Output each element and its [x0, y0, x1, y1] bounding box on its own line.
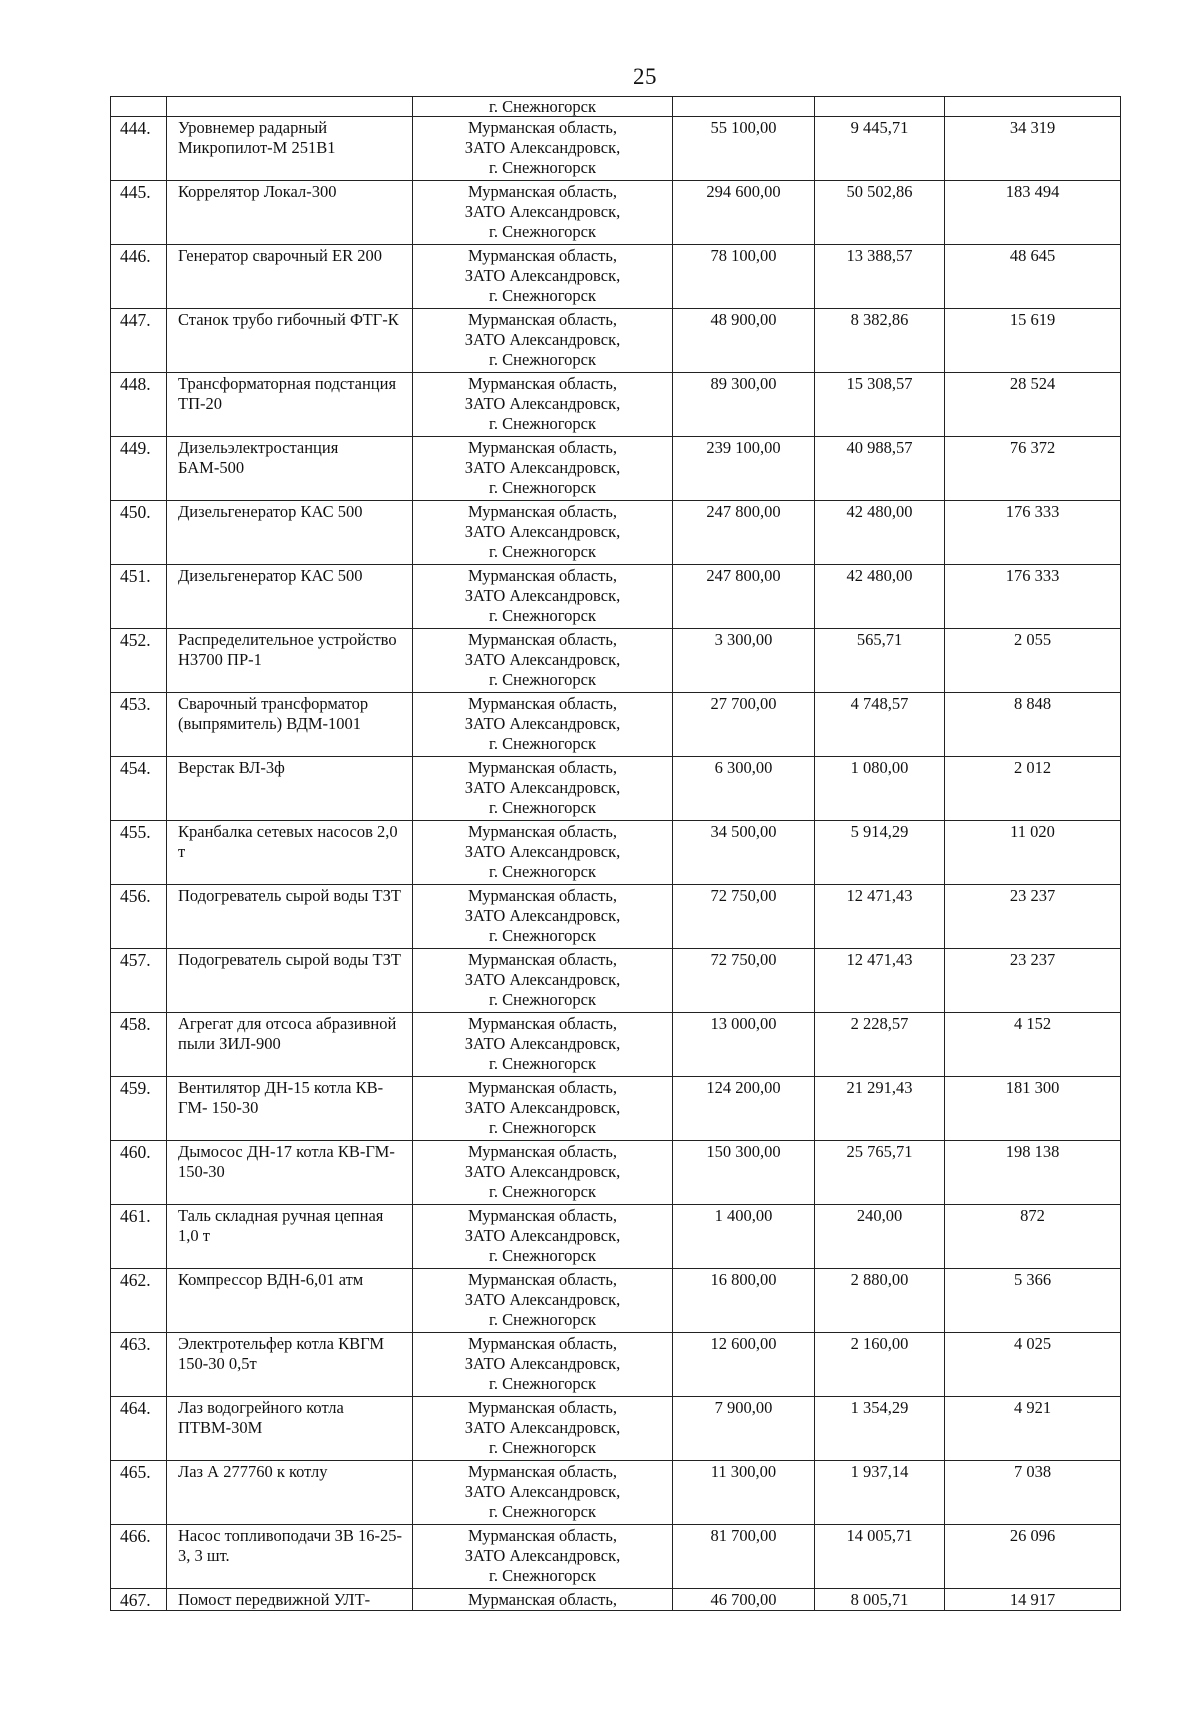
- cell-value-1: 46 700,00: [673, 1589, 815, 1611]
- table-row: [111, 1333, 1121, 1397]
- location-line: г. Снежногорск: [489, 478, 596, 497]
- cell-number: 459.: [111, 1077, 167, 1141]
- cell-name: Лаз А 277760 к котлу: [167, 1461, 413, 1525]
- cell-name: [167, 97, 413, 117]
- cell-number: 463.: [111, 1333, 167, 1397]
- table-row: [111, 1461, 1121, 1525]
- cell-name: Трансформаторная подстанция ТП-20: [167, 373, 413, 437]
- cell-value-3: 4 921: [945, 1397, 1121, 1461]
- location-line: г. Снежногорск: [489, 542, 596, 561]
- cell-value-2: 25 765,71: [815, 1141, 945, 1205]
- location-line: г. Снежногорск: [489, 1054, 596, 1073]
- cell-value-3: 14 917: [945, 1589, 1121, 1611]
- cell-value-2: 12 471,43: [815, 885, 945, 949]
- page-number: 25: [633, 64, 657, 89]
- location-line: ЗАТО Александровск,: [464, 138, 621, 157]
- cell-name: Дизельэлектростанция БАМ-500: [167, 437, 413, 501]
- table-row: [111, 117, 1121, 181]
- location-line: г. Снежногорск: [489, 286, 596, 305]
- cell-value-1: 55 100,00: [673, 117, 815, 181]
- location-line: ЗАТО Александровск,: [464, 714, 621, 733]
- cell-value-3: 2 012: [945, 757, 1121, 821]
- cell-value-1: 72 750,00: [673, 885, 815, 949]
- cell-number: 462.: [111, 1269, 167, 1333]
- location-line: г. Снежногорск: [489, 606, 596, 625]
- table-row: [111, 1013, 1121, 1077]
- location-line: г. Снежногорск: [489, 1566, 596, 1585]
- table-row: [111, 309, 1121, 373]
- cell-value-2: 240,00: [815, 1205, 945, 1269]
- cell-value-3: 176 333: [945, 501, 1121, 565]
- cell-value-3: 34 319: [945, 117, 1121, 181]
- location-line: ЗАТО Александровск,: [464, 650, 621, 669]
- location-line: ЗАТО Александровск,: [464, 1546, 621, 1565]
- cell-number: 445.: [111, 181, 167, 245]
- cell-value-3: [945, 97, 1121, 117]
- table-row: [111, 437, 1121, 501]
- table-row: [111, 693, 1121, 757]
- location-line: Мурманская область,: [467, 1078, 618, 1097]
- cell-value-2: 2 880,00: [815, 1269, 945, 1333]
- cell-value-2: 8 005,71: [815, 1589, 945, 1611]
- cell-number: 456.: [111, 885, 167, 949]
- table-row: [111, 373, 1121, 437]
- cell-name: Генератор сварочный ER 200: [167, 245, 413, 309]
- cell-value-3: 4 152: [945, 1013, 1121, 1077]
- cell-number: 461.: [111, 1205, 167, 1269]
- cell-value-1: 13 000,00: [673, 1013, 815, 1077]
- cell-location: [413, 437, 673, 501]
- cell-value-2: 12 471,43: [815, 949, 945, 1013]
- cell-value-3: 11 020: [945, 821, 1121, 885]
- location-line: г. Снежногорск: [489, 414, 596, 433]
- location-line: ЗАТО Александровск,: [464, 1418, 621, 1437]
- cell-value-1: 72 750,00: [673, 949, 815, 1013]
- cell-location: [413, 245, 673, 309]
- cell-name: Верстак ВЛ-3ф: [167, 757, 413, 821]
- cell-value-2: 4 748,57: [815, 693, 945, 757]
- cell-location: [413, 181, 673, 245]
- cell-number: 447.: [111, 309, 167, 373]
- cell-value-1: 34 500,00: [673, 821, 815, 885]
- table-row: [111, 821, 1121, 885]
- cell-name: Вентилятор ДН-15 котла КВ-ГМ- 150-30: [167, 1077, 413, 1141]
- cell-number: 460.: [111, 1141, 167, 1205]
- cell-value-1: 7 900,00: [673, 1397, 815, 1461]
- cell-value-3: 26 096: [945, 1525, 1121, 1589]
- cell-name: Насос топливоподачи ЗВ 16-25-3, 3 шт.: [167, 1525, 413, 1589]
- cell-value-1: [673, 97, 815, 117]
- cell-value-3: 181 300: [945, 1077, 1121, 1141]
- cell-value-2: 21 291,43: [815, 1077, 945, 1141]
- cell-location: [413, 1269, 673, 1333]
- cell-value-3: 2 055: [945, 629, 1121, 693]
- location-line: г. Снежногорск: [489, 1182, 596, 1201]
- location-line: г. Снежногорск: [489, 990, 596, 1009]
- table-row: [111, 501, 1121, 565]
- location-line: ЗАТО Александровск,: [464, 458, 621, 477]
- cell-number: 455.: [111, 821, 167, 885]
- location-line: Мурманская область,: [467, 1334, 618, 1353]
- cell-value-2: 40 988,57: [815, 437, 945, 501]
- cell-value-1: 3 300,00: [673, 629, 815, 693]
- cell-location: [413, 1525, 673, 1589]
- location-line: ЗАТО Александровск,: [464, 1034, 621, 1053]
- cell-value-1: 12 600,00: [673, 1333, 815, 1397]
- cell-location: [413, 757, 673, 821]
- location-line: ЗАТО Александровск,: [464, 1482, 621, 1501]
- cell-location: Мурманская область,: [413, 1589, 673, 1611]
- location-line: ЗАТО Александровск,: [464, 330, 621, 349]
- cell-value-3: 23 237: [945, 949, 1121, 1013]
- cell-value-1: 81 700,00: [673, 1525, 815, 1589]
- cell-value-2: 8 382,86: [815, 309, 945, 373]
- cell-value-3: 23 237: [945, 885, 1121, 949]
- location-line: Мурманская область,: [467, 182, 618, 201]
- table-row: [111, 1205, 1121, 1269]
- cell-location: [413, 1205, 673, 1269]
- cell-value-2: 42 480,00: [815, 501, 945, 565]
- location-line: г. Снежногорск: [489, 798, 596, 817]
- table-row: [111, 629, 1121, 693]
- cell-value-2: 9 445,71: [815, 117, 945, 181]
- cell-value-1: 239 100,00: [673, 437, 815, 501]
- cell-location: [413, 821, 673, 885]
- cell-number: 450.: [111, 501, 167, 565]
- table-row: [111, 1269, 1121, 1333]
- cell-name: Сварочный трансформатор (выпрямитель) ВДМ-1001: [167, 693, 413, 757]
- cell-name: Дизельгенератор КАС 500: [167, 501, 413, 565]
- cell-location: [413, 629, 673, 693]
- cell-value-1: 11 300,00: [673, 1461, 815, 1525]
- table-row: [111, 757, 1121, 821]
- cell-number: 457.: [111, 949, 167, 1013]
- cell-value-2: 5 914,29: [815, 821, 945, 885]
- cell-name: Агрегат для отсоса абразивной пыли ЗИЛ-900: [167, 1013, 413, 1077]
- cell-value-1: 78 100,00: [673, 245, 815, 309]
- cell-value-1: 1 400,00: [673, 1205, 815, 1269]
- cell-value-2: 15 308,57: [815, 373, 945, 437]
- location-line: ЗАТО Александровск,: [464, 266, 621, 285]
- cell-value-1: 16 800,00: [673, 1269, 815, 1333]
- table-row: [111, 1397, 1121, 1461]
- cell-name: Электротельфер котла КВГМ 150-30 0,5т: [167, 1333, 413, 1397]
- cell-location: [413, 565, 673, 629]
- cell-value-1: 27 700,00: [673, 693, 815, 757]
- property-table: [110, 96, 1121, 1611]
- location-line: Мурманская область,: [467, 630, 618, 649]
- location-line: Мурманская область,: [467, 438, 618, 457]
- location-line: г. Снежногорск: [489, 222, 596, 241]
- location-line: г. Снежногорск: [489, 670, 596, 689]
- location-line: ЗАТО Александровск,: [464, 394, 621, 413]
- location-line: ЗАТО Александровск,: [464, 1354, 621, 1373]
- location-line: Мурманская область,: [467, 310, 618, 329]
- cell-number: 458.: [111, 1013, 167, 1077]
- cell-number: 449.: [111, 437, 167, 501]
- cell-value-2: 14 005,71: [815, 1525, 945, 1589]
- location-line: ЗАТО Александровск,: [464, 1162, 621, 1181]
- cell-location: [413, 1397, 673, 1461]
- location-line: ЗАТО Александровск,: [464, 1226, 621, 1245]
- location-line: г. Снежногорск: [489, 734, 596, 753]
- cell-value-2: 2 160,00: [815, 1333, 945, 1397]
- location-line: Мурманская область,: [467, 1206, 618, 1225]
- table-body: [111, 97, 1121, 1611]
- cell-location: [413, 1333, 673, 1397]
- location-line: Мурманская область,: [467, 758, 618, 777]
- location-line: Мурманская область,: [467, 502, 618, 521]
- table-row: [111, 885, 1121, 949]
- cell-value-2: 1 354,29: [815, 1397, 945, 1461]
- table-row: [111, 1589, 1121, 1611]
- cell-number: 453.: [111, 693, 167, 757]
- cell-value-3: 4 025: [945, 1333, 1121, 1397]
- cell-value-1: 150 300,00: [673, 1141, 815, 1205]
- cell-location: [413, 117, 673, 181]
- location-line: ЗАТО Александровск,: [464, 778, 621, 797]
- cell-location: [413, 885, 673, 949]
- cell-value-2: [815, 97, 945, 117]
- location-line: ЗАТО Александровск,: [464, 522, 621, 541]
- cell-location: [413, 1461, 673, 1525]
- location-line: г. Снежногорск: [489, 1118, 596, 1137]
- location-line: г. Снежногорск: [489, 1438, 596, 1457]
- cell-value-3: 176 333: [945, 565, 1121, 629]
- cell-value-3: 8 848: [945, 693, 1121, 757]
- cell-value-1: 247 800,00: [673, 501, 815, 565]
- cell-value-3: 183 494: [945, 181, 1121, 245]
- cell-number: 464.: [111, 1397, 167, 1461]
- cell-name: Коррелятор Локал-300: [167, 181, 413, 245]
- cell-name: Уровнемер радарный Микропилот-М 251В1: [167, 117, 413, 181]
- cell-location: [413, 1077, 673, 1141]
- cell-location: [413, 309, 673, 373]
- cell-number: 448.: [111, 373, 167, 437]
- cell-value-2: 42 480,00: [815, 565, 945, 629]
- location-line: Мурманская область,: [467, 1398, 618, 1417]
- table-row: [111, 245, 1121, 309]
- cell-value-3: 76 372: [945, 437, 1121, 501]
- location-line: ЗАТО Александровск,: [464, 586, 621, 605]
- cell-value-2: 1 937,14: [815, 1461, 945, 1525]
- location-line: г. Снежногорск: [489, 926, 596, 945]
- cell-number: 451.: [111, 565, 167, 629]
- cell-value-1: 89 300,00: [673, 373, 815, 437]
- cell-number: [111, 97, 167, 117]
- cell-location: [413, 373, 673, 437]
- cell-name: Подогреватель сырой воды ТЗТ: [167, 949, 413, 1013]
- location-line: ЗАТО Александровск,: [464, 1290, 621, 1309]
- cell-value-1: 48 900,00: [673, 309, 815, 373]
- location-line: ЗАТО Александровск,: [464, 842, 621, 861]
- cell-value-2: 13 388,57: [815, 245, 945, 309]
- cell-number: 452.: [111, 629, 167, 693]
- cell-name: Распределительное устройство Н3700 ПР-1: [167, 629, 413, 693]
- cell-name: Подогреватель сырой воды ТЗТ: [167, 885, 413, 949]
- location-line: г. Снежногорск: [489, 862, 596, 881]
- table-row: [111, 1077, 1121, 1141]
- cell-name: Дымосос ДН-17 котла КВ-ГМ- 150-30: [167, 1141, 413, 1205]
- cell-number: 465.: [111, 1461, 167, 1525]
- cell-value-3: 28 524: [945, 373, 1121, 437]
- location-line: Мурманская область,: [467, 1526, 618, 1545]
- cell-location: [413, 1013, 673, 1077]
- cell-name: Дизельгенератор КАС 500: [167, 565, 413, 629]
- location-line: г. Снежногорск: [489, 158, 596, 177]
- location-line: Мурманская область,: [467, 1142, 618, 1161]
- location-line: ЗАТО Александровск,: [464, 906, 621, 925]
- location-line: Мурманская область,: [467, 566, 618, 585]
- cell-value-3: 872: [945, 1205, 1121, 1269]
- cell-name: Станок трубо гибочный ФТГ-К: [167, 309, 413, 373]
- cell-location: [413, 501, 673, 565]
- location-line: Мурманская область,: [467, 118, 618, 137]
- cell-value-2: 50 502,86: [815, 181, 945, 245]
- cell-value-3: 48 645: [945, 245, 1121, 309]
- location-line: ЗАТО Александровск,: [464, 970, 621, 989]
- location-line: Мурманская область,: [467, 950, 618, 969]
- table-row: [111, 1525, 1121, 1589]
- cell-value-1: 294 600,00: [673, 181, 815, 245]
- location-line: г. Снежногорск: [489, 1502, 596, 1521]
- table-row: [111, 565, 1121, 629]
- cell-name: Кранбалка сетевых насосов 2,0 т: [167, 821, 413, 885]
- location-line: ЗАТО Александровск,: [464, 202, 621, 221]
- location-line: г. Снежногорск: [489, 1374, 596, 1393]
- location-line: Мурманская область,: [467, 1014, 618, 1033]
- cell-number: 446.: [111, 245, 167, 309]
- location-line: Мурманская область,: [467, 886, 618, 905]
- location-line: ЗАТО Александровск,: [464, 1098, 621, 1117]
- location-line: Мурманская область,: [467, 374, 618, 393]
- cell-name: Компрессор ВДН-6,01 атм: [167, 1269, 413, 1333]
- cell-number: 467.: [111, 1589, 167, 1611]
- cell-number: 444.: [111, 117, 167, 181]
- cell-value-3: 7 038: [945, 1461, 1121, 1525]
- table-row: [111, 181, 1121, 245]
- table-row: [111, 949, 1121, 1013]
- cell-value-1: 6 300,00: [673, 757, 815, 821]
- location-line: Мурманская область,: [467, 694, 618, 713]
- location-line: г. Снежногорск: [489, 1310, 596, 1329]
- cell-location: [413, 1141, 673, 1205]
- location-line: Мурманская область,: [467, 1462, 618, 1481]
- location-line: Мурманская область,: [467, 1270, 618, 1289]
- location-line: г. Снежногорск: [489, 1246, 596, 1265]
- cell-value-3: 198 138: [945, 1141, 1121, 1205]
- cell-name: Помост передвижной УЛТ-: [167, 1589, 413, 1611]
- cell-location: [413, 949, 673, 1013]
- cell-value-1: 247 800,00: [673, 565, 815, 629]
- cell-value-1: 124 200,00: [673, 1077, 815, 1141]
- cell-value-3: 5 366: [945, 1269, 1121, 1333]
- location-line: г. Снежногорск: [489, 350, 596, 369]
- table-row: [111, 1141, 1121, 1205]
- cell-location: г. Снежногорск: [413, 97, 673, 117]
- cell-location: [413, 693, 673, 757]
- cell-value-2: 565,71: [815, 629, 945, 693]
- cell-value-2: 2 228,57: [815, 1013, 945, 1077]
- cell-number: 466.: [111, 1525, 167, 1589]
- cell-name: Лаз водогрейного котла ПТВМ-30М: [167, 1397, 413, 1461]
- continuation-row: [111, 97, 1121, 117]
- cell-value-3: 15 619: [945, 309, 1121, 373]
- cell-value-2: 1 080,00: [815, 757, 945, 821]
- location-line: Мурманская область,: [467, 822, 618, 841]
- cell-name: Таль складная ручная цепная 1,0 т: [167, 1205, 413, 1269]
- cell-number: 454.: [111, 757, 167, 821]
- location-line: Мурманская область,: [467, 246, 618, 265]
